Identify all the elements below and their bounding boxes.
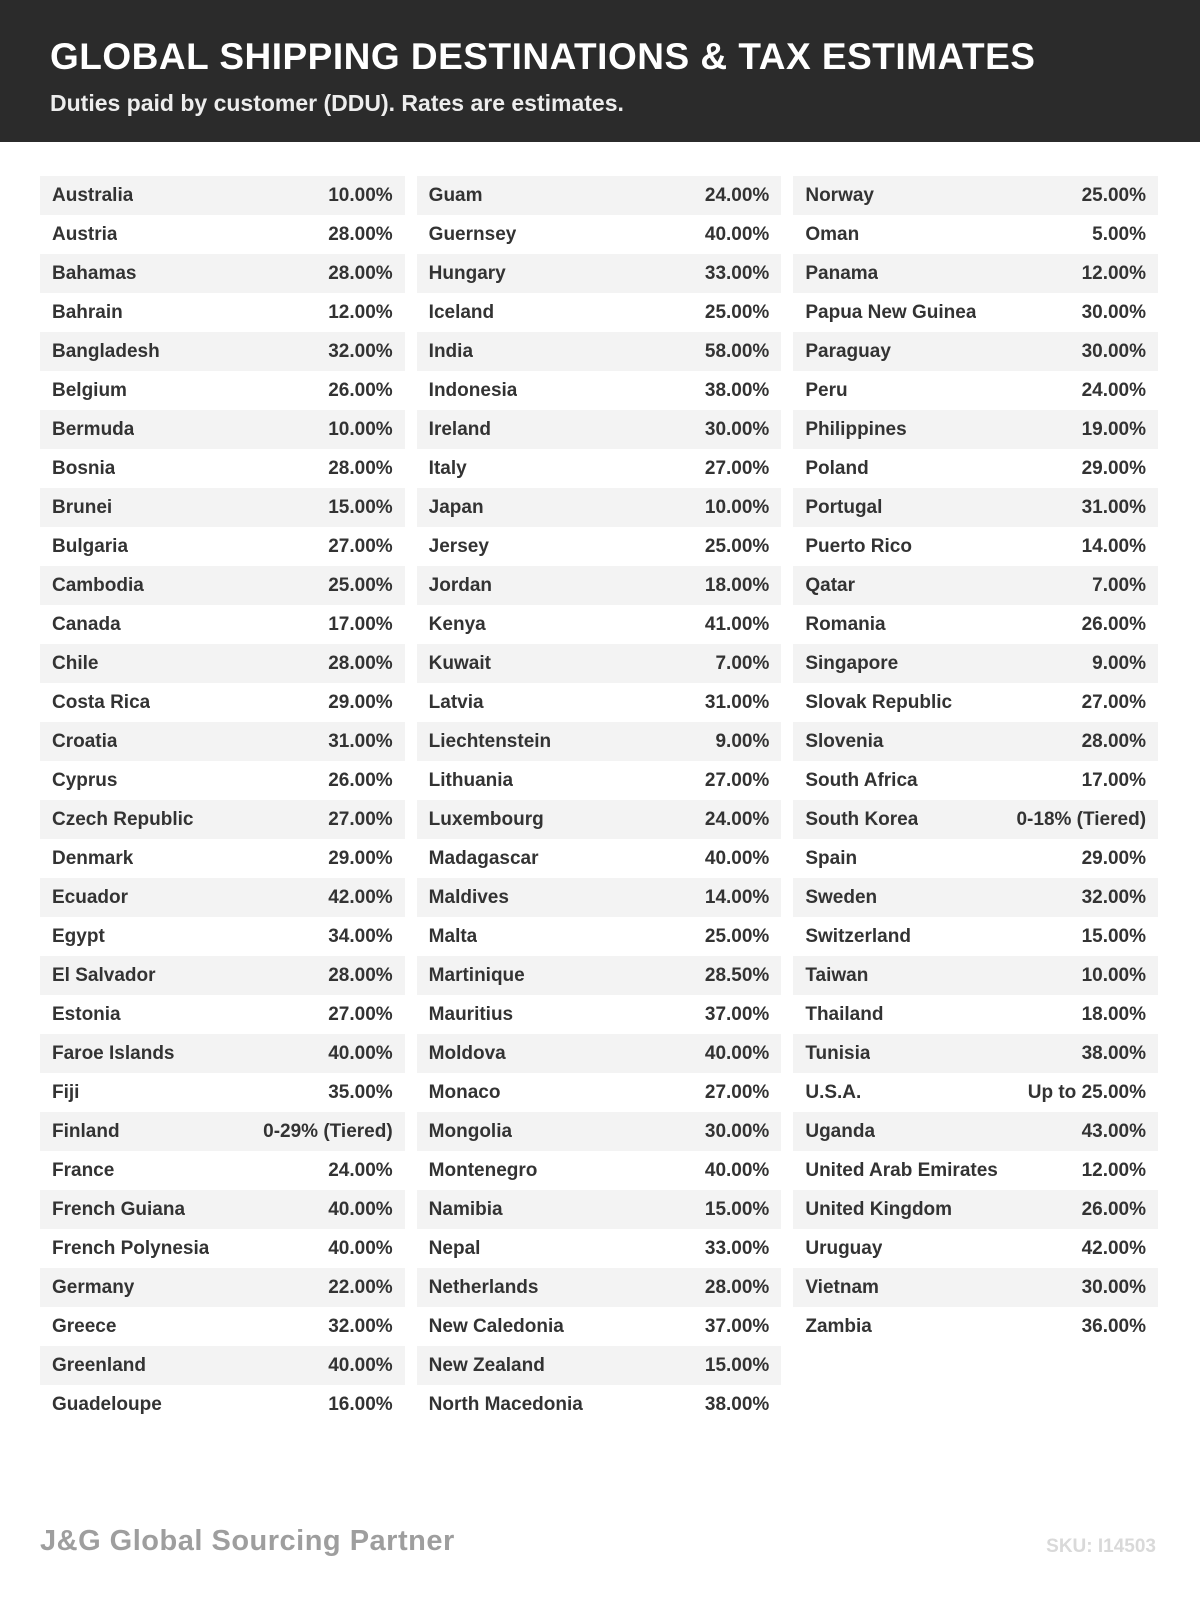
table-row	[793, 176, 1158, 215]
tax-rate: 22.00%	[328, 1276, 393, 1298]
country-name: Belgium	[52, 379, 127, 401]
tax-rate: 26.00%	[1081, 613, 1147, 635]
tax-rate: 28.00%	[1081, 730, 1147, 752]
tax-rate: 32.00%	[328, 1315, 393, 1337]
country-name: Switzerland	[805, 925, 911, 947]
tax-rate: 34.00%	[328, 925, 393, 947]
country-name: Australia	[52, 184, 134, 206]
tax-rate: 9.00%	[1092, 652, 1147, 674]
country-name: Guam	[428, 184, 483, 206]
table-row	[793, 995, 1158, 1034]
table-row	[40, 761, 405, 800]
country-name: Martinique	[428, 964, 525, 986]
table-row	[417, 1385, 782, 1424]
country-name: Taiwan	[805, 964, 869, 986]
country-name: Malta	[428, 925, 478, 947]
table-row	[40, 488, 405, 527]
tax-rate: 31.00%	[1081, 496, 1147, 518]
tax-rate: 32.00%	[328, 340, 393, 362]
country-name: Chile	[52, 652, 99, 674]
country-name: India	[428, 340, 474, 362]
tax-rate: 14.00%	[704, 886, 770, 908]
tax-rate: 24.00%	[704, 184, 770, 206]
country-name: Faroe Islands	[52, 1042, 175, 1064]
country-name: Brunei	[52, 496, 113, 518]
tax-rate: 9.00%	[715, 730, 770, 752]
tax-rate: 37.00%	[704, 1003, 770, 1025]
rate-table	[0, 142, 1200, 1424]
country-name: Luxembourg	[428, 808, 544, 830]
tax-rate: 40.00%	[704, 847, 770, 869]
table-row	[793, 605, 1158, 644]
tax-rate: 30.00%	[1081, 301, 1147, 323]
tax-rate: 38.00%	[704, 1393, 770, 1415]
country-name: Thailand	[805, 1003, 884, 1025]
country-name: Bangladesh	[52, 340, 160, 362]
table-row	[40, 293, 405, 332]
tax-rate: 58.00%	[704, 340, 770, 362]
country-name: Philippines	[805, 418, 907, 440]
table-row	[793, 1151, 1158, 1190]
country-name: Puerto Rico	[805, 535, 912, 557]
tax-rate: 40.00%	[328, 1354, 393, 1376]
country-name: Uganda	[805, 1120, 876, 1142]
country-name: Latvia	[428, 691, 484, 713]
table-row	[793, 800, 1158, 839]
tax-rate: 15.00%	[704, 1198, 770, 1220]
table-row	[40, 878, 405, 917]
tax-rate: 37.00%	[704, 1315, 770, 1337]
tax-rate: 15.00%	[328, 496, 393, 518]
country-name: Namibia	[428, 1198, 503, 1220]
country-name: Kenya	[428, 613, 486, 635]
country-name: Vietnam	[805, 1276, 879, 1298]
tax-rate: 30.00%	[1081, 340, 1147, 362]
rate-column	[40, 176, 405, 1424]
page-subtitle: Duties paid by customer (DDU). Rates are estimates.	[50, 90, 624, 116]
country-name: Jersey	[428, 535, 489, 557]
country-name: Croatia	[52, 730, 118, 752]
table-row	[40, 1073, 405, 1112]
table-row	[793, 878, 1158, 917]
table-row	[40, 371, 405, 410]
tax-rate: 41.00%	[704, 613, 770, 635]
country-name: U.S.A.	[805, 1081, 862, 1103]
tax-rate: 7.00%	[715, 652, 770, 674]
rate-column	[793, 176, 1158, 1346]
tax-rate: 33.00%	[704, 1237, 770, 1259]
country-name: Tunisia	[805, 1042, 871, 1064]
table-row	[417, 449, 782, 488]
tax-rate: 5.00%	[1092, 223, 1147, 245]
table-row	[417, 371, 782, 410]
country-name: Sweden	[805, 886, 878, 908]
country-name: New Caledonia	[428, 1315, 564, 1337]
country-name: Liechtenstein	[428, 730, 552, 752]
tax-rate: 27.00%	[704, 457, 770, 479]
table-row	[793, 1307, 1158, 1346]
table-row	[40, 254, 405, 293]
table-row	[417, 878, 782, 917]
tax-rate: 40.00%	[704, 1159, 770, 1181]
country-name: Guadeloupe	[52, 1393, 162, 1415]
table-row	[40, 449, 405, 488]
tax-rate: 10.00%	[704, 496, 770, 518]
table-row	[417, 800, 782, 839]
tax-rate: 15.00%	[704, 1354, 770, 1376]
table-row	[417, 254, 782, 293]
table-row	[40, 566, 405, 605]
table-row	[793, 332, 1158, 371]
table-row	[417, 1034, 782, 1073]
country-name: Egypt	[52, 925, 105, 947]
country-name: South Korea	[805, 808, 919, 830]
tax-rate: 16.00%	[328, 1393, 393, 1415]
country-name: United Kingdom	[805, 1198, 953, 1220]
country-name: Ireland	[428, 418, 491, 440]
table-row	[793, 566, 1158, 605]
table-row	[417, 293, 782, 332]
country-name: Bulgaria	[52, 535, 129, 557]
country-name: Mauritius	[428, 1003, 514, 1025]
tax-rate: 7.00%	[1092, 574, 1147, 596]
table-row	[40, 1190, 405, 1229]
table-row	[417, 1229, 782, 1268]
table-row	[40, 644, 405, 683]
tax-rate: 17.00%	[328, 613, 393, 635]
table-row	[40, 176, 405, 215]
country-name: Slovak Republic	[805, 691, 953, 713]
country-name: France	[52, 1159, 115, 1181]
tax-rate: 42.00%	[1081, 1237, 1147, 1259]
tax-rate: 28.50%	[704, 964, 770, 986]
country-name: Norway	[805, 184, 874, 206]
table-row	[40, 605, 405, 644]
tax-rate: 10.00%	[328, 184, 393, 206]
tax-rate: 38.00%	[704, 379, 770, 401]
country-name: Maldives	[428, 886, 509, 908]
tax-rate: 24.00%	[328, 1159, 393, 1181]
country-name: Monaco	[428, 1081, 501, 1103]
tax-rate: 27.00%	[1081, 691, 1147, 713]
country-name: Qatar	[805, 574, 855, 596]
tax-rate: 40.00%	[704, 223, 770, 245]
tax-rate: 10.00%	[1081, 964, 1147, 986]
tax-rate: 25.00%	[704, 301, 770, 323]
tax-rate: 28.00%	[704, 1276, 770, 1298]
table-row	[40, 1112, 405, 1151]
table-row	[793, 956, 1158, 995]
tax-rate: 10.00%	[328, 418, 393, 440]
country-name: Bahrain	[52, 301, 123, 323]
tax-rate: 35.00%	[328, 1081, 393, 1103]
tax-rate: 12.00%	[1081, 1159, 1147, 1181]
country-name: Slovenia	[805, 730, 884, 752]
country-name: Denmark	[52, 847, 134, 869]
country-name: South Africa	[805, 769, 918, 791]
table-row	[793, 1229, 1158, 1268]
table-row	[417, 488, 782, 527]
tax-rate: 29.00%	[328, 847, 393, 869]
tax-rate: 29.00%	[1081, 457, 1147, 479]
country-name: Cyprus	[52, 769, 118, 791]
table-row	[417, 1346, 782, 1385]
table-row	[40, 1034, 405, 1073]
tax-rate: 19.00%	[1081, 418, 1147, 440]
country-name: Oman	[805, 223, 860, 245]
table-row	[793, 1268, 1158, 1307]
table-row	[417, 917, 782, 956]
table-row	[417, 1190, 782, 1229]
table-row	[793, 761, 1158, 800]
table-row	[417, 1073, 782, 1112]
tax-rate: Up to 25.00%	[1027, 1081, 1147, 1103]
table-row	[793, 917, 1158, 956]
table-row	[793, 683, 1158, 722]
country-name: Austria	[52, 223, 118, 245]
tax-rate: 31.00%	[704, 691, 770, 713]
table-row	[417, 1112, 782, 1151]
tax-rate: 26.00%	[328, 379, 393, 401]
tax-rate: 28.00%	[328, 964, 393, 986]
tax-rate: 18.00%	[1081, 1003, 1147, 1025]
table-row	[417, 722, 782, 761]
tax-rate: 18.00%	[704, 574, 770, 596]
country-name: North Macedonia	[428, 1393, 583, 1415]
table-row	[793, 644, 1158, 683]
table-row	[793, 1190, 1158, 1229]
country-name: Lithuania	[428, 769, 514, 791]
table-row	[40, 995, 405, 1034]
country-name: Italy	[428, 457, 467, 479]
tax-rate: 27.00%	[704, 1081, 770, 1103]
country-name: Hungary	[428, 262, 506, 284]
country-name: Nepal	[428, 1237, 481, 1259]
country-name: Romania	[805, 613, 886, 635]
table-row	[417, 566, 782, 605]
tax-rate: 40.00%	[328, 1198, 393, 1220]
table-row	[417, 527, 782, 566]
country-name: Iceland	[428, 301, 495, 323]
country-name: Singapore	[805, 652, 899, 674]
tax-rate: 17.00%	[1081, 769, 1147, 791]
tax-rate: 12.00%	[328, 301, 393, 323]
table-row	[40, 956, 405, 995]
country-name: Peru	[805, 379, 848, 401]
tax-rate: 30.00%	[1081, 1276, 1147, 1298]
table-row	[40, 800, 405, 839]
tax-rate: 29.00%	[1081, 847, 1147, 869]
table-row	[793, 722, 1158, 761]
country-name: French Guiana	[52, 1198, 186, 1220]
country-name: Spain	[805, 847, 858, 869]
table-row	[40, 1307, 405, 1346]
table-row	[40, 917, 405, 956]
tax-rate: 27.00%	[328, 808, 393, 830]
table-row	[40, 1346, 405, 1385]
table-row	[417, 839, 782, 878]
country-name: Jordan	[428, 574, 493, 596]
country-name: Finland	[52, 1120, 120, 1142]
table-row	[40, 1151, 405, 1190]
country-name: Poland	[805, 457, 869, 479]
country-name: Mongolia	[428, 1120, 513, 1142]
table-row	[417, 1151, 782, 1190]
tax-rate: 0-18% (Tiered)	[1016, 808, 1147, 830]
tax-rate: 40.00%	[704, 1042, 770, 1064]
table-row	[793, 371, 1158, 410]
country-name: Japan	[428, 496, 484, 518]
table-row	[417, 1307, 782, 1346]
footer-sku: SKU: I14503	[1046, 1536, 1156, 1557]
table-row	[793, 1112, 1158, 1151]
page-header	[0, 0, 1200, 142]
tax-rate: 0-29% (Tiered)	[263, 1120, 393, 1142]
tax-rate: 28.00%	[328, 457, 393, 479]
table-row	[40, 722, 405, 761]
tax-rate: 25.00%	[1081, 184, 1147, 206]
country-name: Portugal	[805, 496, 883, 518]
country-name: Bosnia	[52, 457, 116, 479]
country-name: Cambodia	[52, 574, 144, 596]
tax-rate: 27.00%	[328, 535, 393, 557]
tax-rate: 28.00%	[328, 262, 393, 284]
tax-rate: 27.00%	[704, 769, 770, 791]
tax-rate: 25.00%	[328, 574, 393, 596]
country-name: Papua New Guinea	[805, 301, 977, 323]
table-row	[417, 1268, 782, 1307]
table-row	[40, 332, 405, 371]
country-name: Canada	[52, 613, 121, 635]
table-row	[40, 410, 405, 449]
country-name: Greenland	[52, 1354, 146, 1376]
country-name: El Salvador	[52, 964, 156, 986]
country-name: Zambia	[805, 1315, 872, 1337]
table-row	[40, 839, 405, 878]
country-name: Paraguay	[805, 340, 891, 362]
table-row	[417, 176, 782, 215]
country-name: Ecuador	[52, 886, 129, 908]
tax-rate: 27.00%	[328, 1003, 393, 1025]
tax-rate: 29.00%	[328, 691, 393, 713]
country-name: Madagascar	[428, 847, 539, 869]
tax-rate: 24.00%	[1081, 379, 1147, 401]
country-name: Guernsey	[428, 223, 517, 245]
table-row	[40, 1268, 405, 1307]
tax-rate: 40.00%	[328, 1237, 393, 1259]
table-row	[417, 761, 782, 800]
tax-rate: 38.00%	[1081, 1042, 1147, 1064]
table-row	[417, 995, 782, 1034]
tax-rate: 36.00%	[1081, 1315, 1147, 1337]
tax-rate: 14.00%	[1081, 535, 1147, 557]
tax-rate: 28.00%	[328, 223, 393, 245]
footer-brand: J&G Global Sourcing Partner	[40, 1525, 455, 1557]
table-row	[417, 215, 782, 254]
tax-rate: 25.00%	[704, 535, 770, 557]
table-row	[793, 839, 1158, 878]
tax-rate: 42.00%	[328, 886, 393, 908]
table-row	[417, 332, 782, 371]
table-row	[793, 527, 1158, 566]
table-row	[793, 449, 1158, 488]
table-row	[793, 215, 1158, 254]
table-row	[417, 956, 782, 995]
tax-rate: 26.00%	[328, 769, 393, 791]
tax-rate: 28.00%	[328, 652, 393, 674]
rate-column	[417, 176, 782, 1424]
country-name: Panama	[805, 262, 879, 284]
country-name: Montenegro	[428, 1159, 538, 1181]
country-name: Indonesia	[428, 379, 518, 401]
table-row	[417, 410, 782, 449]
table-row	[40, 1229, 405, 1268]
table-row	[417, 683, 782, 722]
country-name: Bermuda	[52, 418, 135, 440]
page-footer	[40, 1525, 1156, 1558]
table-row	[40, 527, 405, 566]
table-row	[793, 410, 1158, 449]
table-row	[417, 644, 782, 683]
country-name: Kuwait	[428, 652, 491, 674]
country-name: Czech Republic	[52, 808, 194, 830]
country-name: Moldova	[428, 1042, 506, 1064]
tax-rate: 25.00%	[704, 925, 770, 947]
table-row	[40, 683, 405, 722]
tax-rate: 40.00%	[328, 1042, 393, 1064]
country-name: Costa Rica	[52, 691, 151, 713]
tax-rate: 24.00%	[704, 808, 770, 830]
tax-rate: 43.00%	[1081, 1120, 1147, 1142]
tax-rate: 15.00%	[1081, 925, 1147, 947]
country-name: French Polynesia	[52, 1237, 210, 1259]
country-name: Uruguay	[805, 1237, 883, 1259]
country-name: United Arab Emirates	[805, 1159, 998, 1181]
table-row	[793, 1073, 1158, 1112]
table-row	[793, 1034, 1158, 1073]
country-name: New Zealand	[428, 1354, 545, 1376]
table-row	[793, 293, 1158, 332]
country-name: Estonia	[52, 1003, 121, 1025]
tax-rate: 32.00%	[1081, 886, 1147, 908]
tax-rate: 30.00%	[704, 1120, 770, 1142]
tax-rate: 33.00%	[704, 262, 770, 284]
country-name: Germany	[52, 1276, 135, 1298]
tax-rate: 26.00%	[1081, 1198, 1147, 1220]
table-row	[40, 215, 405, 254]
country-name: Greece	[52, 1315, 117, 1337]
table-row	[40, 1385, 405, 1424]
table-row	[793, 488, 1158, 527]
page-title: GLOBAL SHIPPING DESTINATIONS & TAX ESTIMATES	[50, 36, 1036, 77]
country-name: Netherlands	[428, 1276, 539, 1298]
table-row	[793, 254, 1158, 293]
table-row	[417, 605, 782, 644]
tax-rate: 12.00%	[1081, 262, 1147, 284]
country-name: Bahamas	[52, 262, 137, 284]
country-name: Fiji	[52, 1081, 80, 1103]
tax-rate: 31.00%	[328, 730, 393, 752]
tax-rate: 30.00%	[704, 418, 770, 440]
